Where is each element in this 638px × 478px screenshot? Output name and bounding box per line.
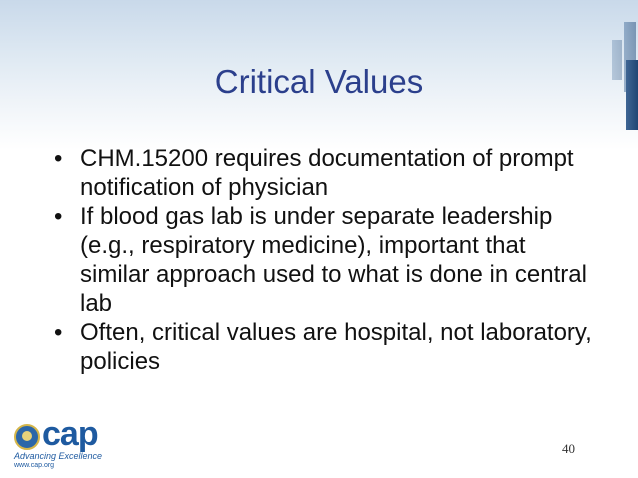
bullet-icon: • <box>54 203 63 230</box>
logo-tagline: Advancing Excellence <box>14 451 103 461</box>
cap-logo <box>14 415 124 470</box>
logo-wordmark: cap <box>42 415 98 453</box>
bullet-text: Often, critical values are hospital, not laboratory, policies <box>80 319 592 375</box>
bullet-item <box>52 202 592 318</box>
bullet-list <box>52 144 592 376</box>
bullet-item <box>52 144 592 202</box>
cap-emblem-icon <box>14 424 40 450</box>
bullet-text: If blood gas lab is under separate leadership (e.g., respiratory medicine), important that similar approach used to what is done in central lab <box>80 203 587 317</box>
logo-url: www.cap.org <box>14 462 55 469</box>
page-number: 40 <box>562 441 575 456</box>
bullet-icon: • <box>54 319 63 346</box>
bullet-text: CHM.15200 requires documentation of prompt notification of physician <box>80 145 574 201</box>
bullet-icon: • <box>54 145 63 172</box>
slide-title: Critical Values <box>214 63 424 100</box>
bullet-item <box>52 318 592 376</box>
